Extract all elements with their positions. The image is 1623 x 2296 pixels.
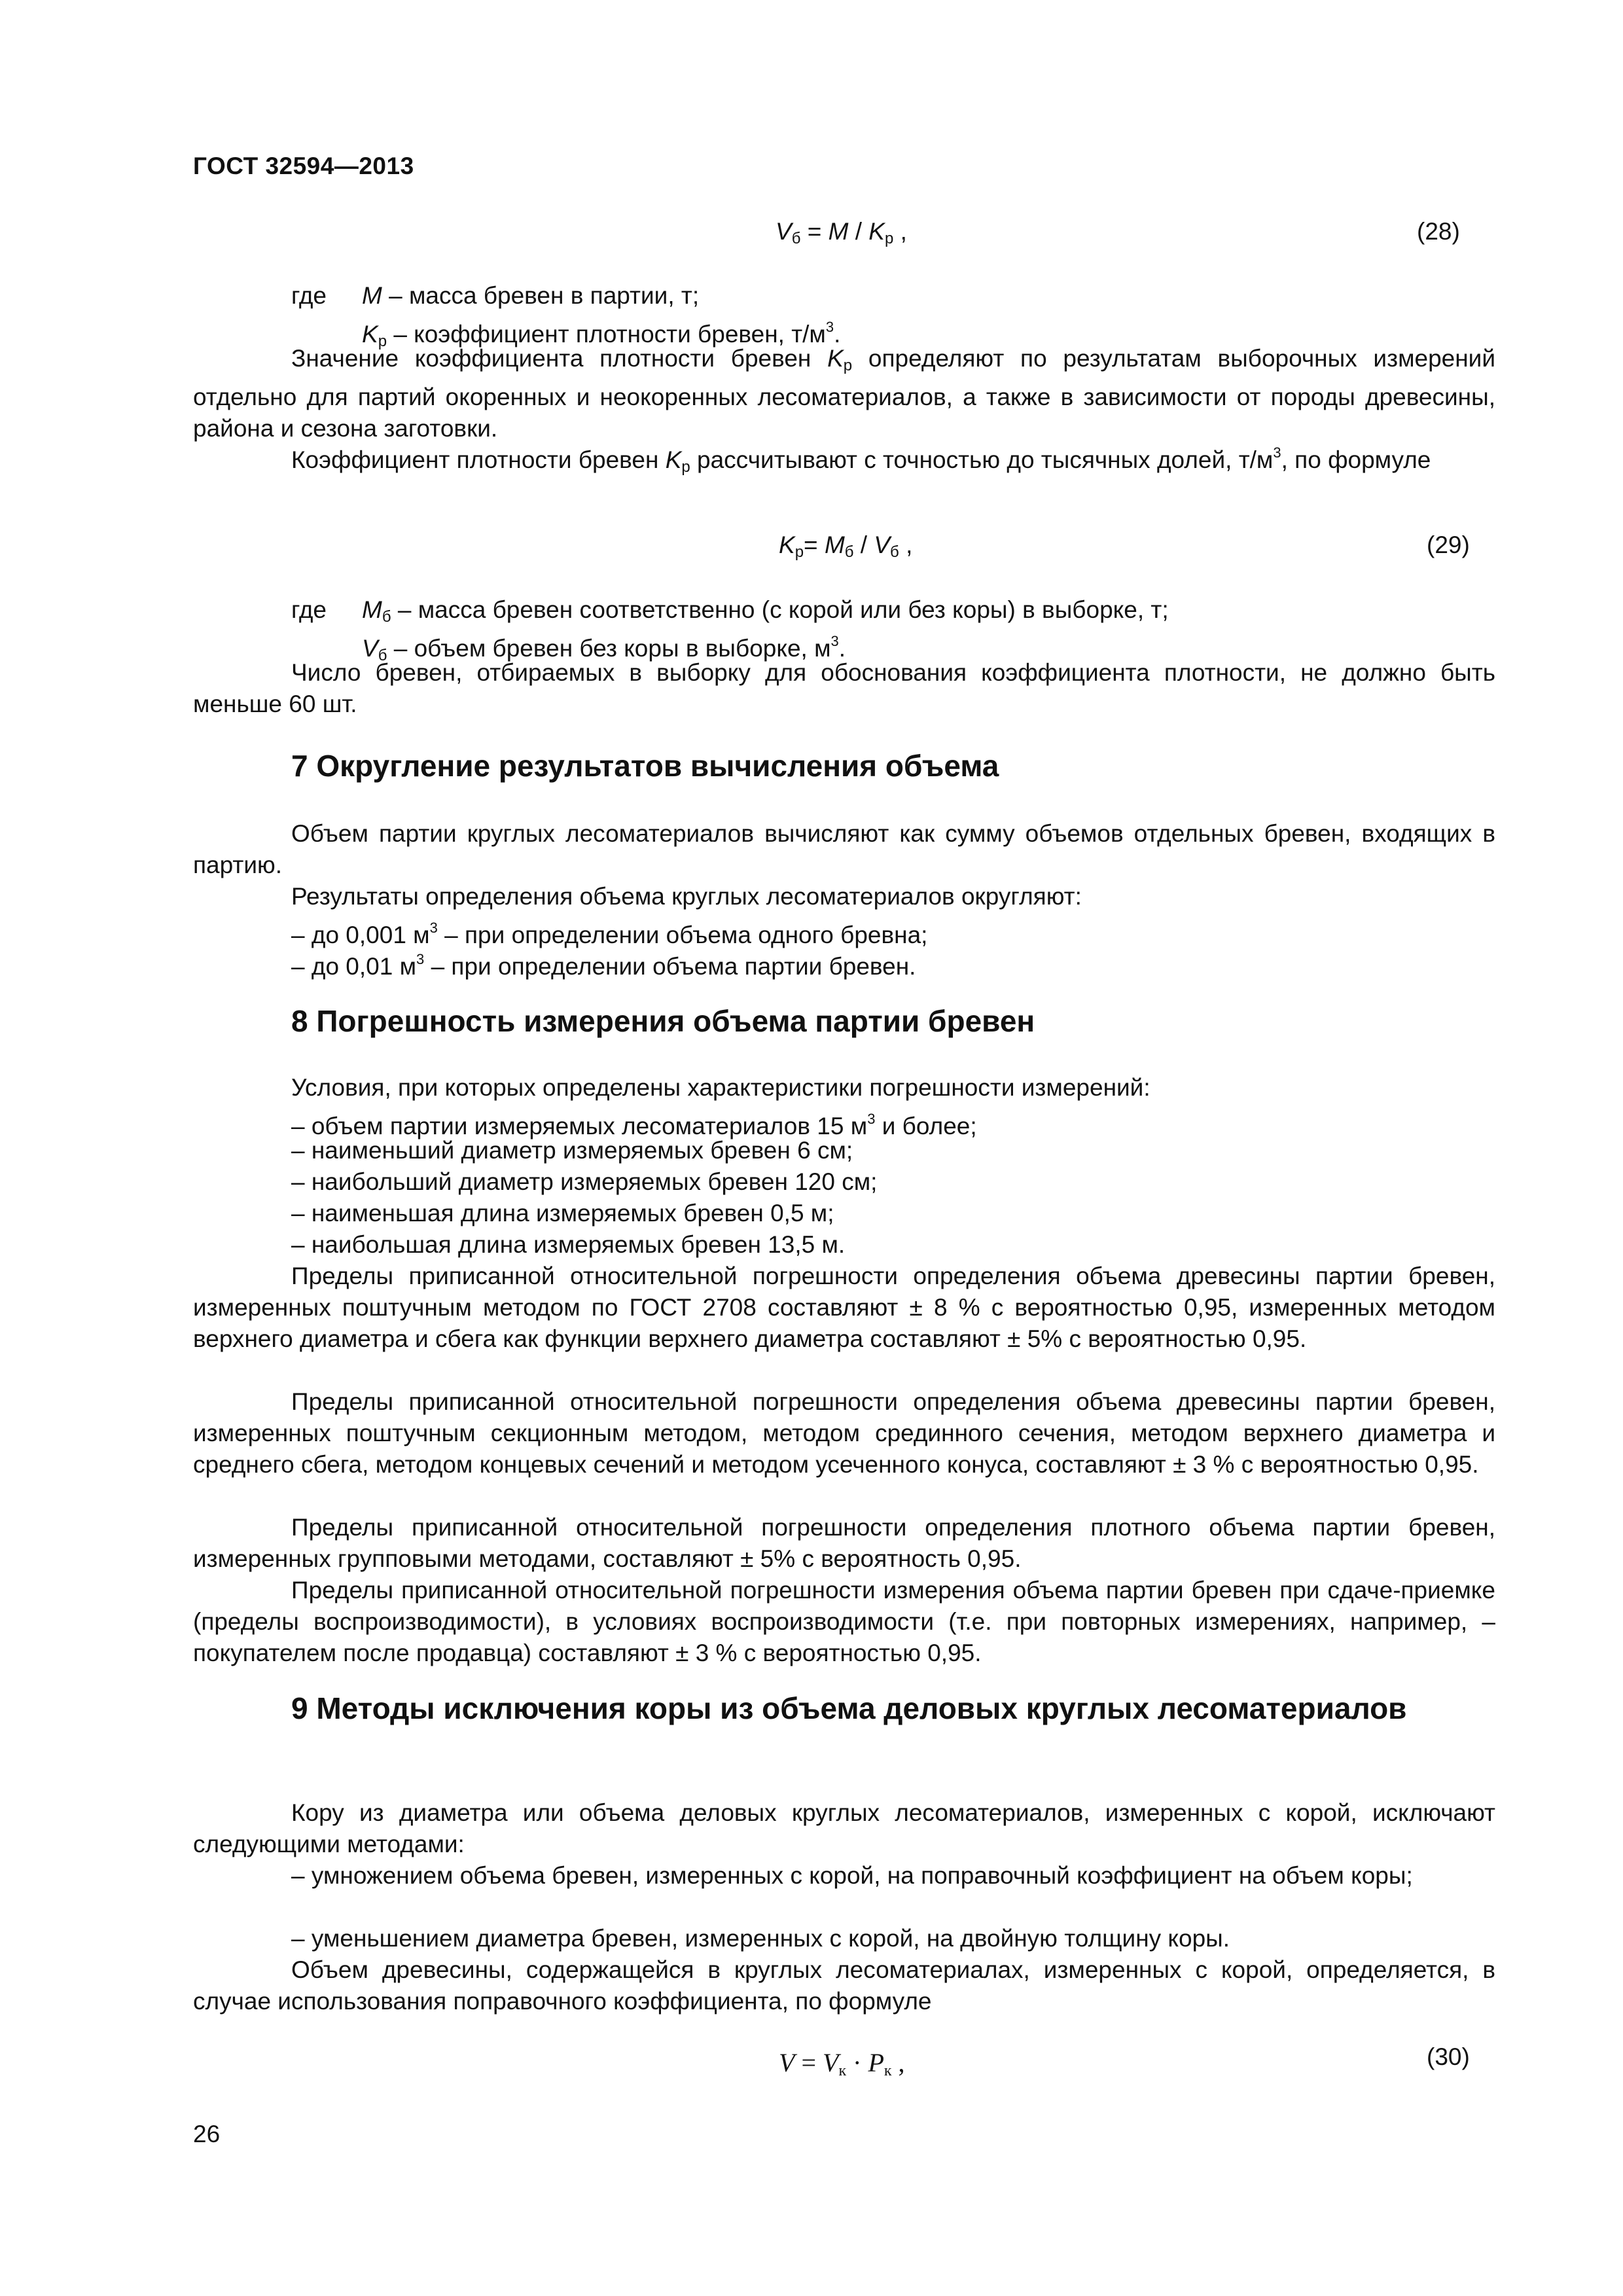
- section-8-title: 8 Погрешность измерения объема партии бревен: [291, 1004, 1035, 1038]
- paragraph-calculation: Коэффициент плотности бревен $K_р$ рассчитывают с точностью до тысячных долей, $т/м^3$, по формуле: [291, 444, 1431, 476]
- section-8-intro: Условия, при которых определены характеристики погрешности измерений:: [291, 1074, 1150, 1101]
- formula-30-number: (30): [1427, 2043, 1470, 2070]
- section-8-paragraph-4: Пределы приписанной относительной погрешности измерения объема партии бревен при сдаче-приемке (пределы воспроизводимости), в условиях воспроизводимости (т.е. при повторных измерениях, например, – покупателем после продавца) составляют ± 3 % с вероятностью 0,95.: [193, 1577, 1495, 1666]
- where-29-line1: $M_б$ – масса бревен соответственно (с корой или без коры) в выборке, т;: [362, 596, 1169, 626]
- where-29-line2: $V_б$ – объем бревен без коры в выборке, $м^3$.: [362, 633, 846, 664]
- where-28-label: где: [291, 282, 327, 309]
- section-8-item-3: – наибольший диаметр измеряемых бревен 120 см;: [291, 1168, 878, 1195]
- section-9-item-1: – умножением объема бревен, измеренных с корой, на поправочный коэффициент на объем коры;: [291, 1862, 1413, 1889]
- section-7-paragraph-1: Объем партии круглых лесоматериалов вычисляют как сумму объемов отдельных бревен, входящих в партию.: [193, 820, 1495, 878]
- formula-28: $V_б = M / K_р$ ,: [776, 218, 907, 247]
- section-7-item-2: – до 0,01 $м^3$ – при определении объема партии бревен.: [291, 951, 916, 980]
- paragraph-density: Значение коэффициента плотности бревен $K_р$ определяют по результатам выборочных измерений отдельно для партий окоренных и неокоренных лесоматериалов, а также в зависимости от породы древесины, района и сезона заготовки.: [193, 345, 1496, 442]
- document-code: ГОСТ 32594—2013: [193, 152, 414, 179]
- section-7-title: 7 Округление результатов вычисления объема: [291, 749, 999, 783]
- page-number: 26: [193, 2121, 221, 2147]
- formula-30: $V = V_к \cdot P_к$ ,: [779, 2048, 905, 2079]
- section-8-paragraph-2: Пределы приписанной относительной погрешности определения объема древесины партии бревен, измеренных поштучным секционным методом, методом срединного сечения, методом верхнего диаметра и среднего сбега, методом концевых сечений и методом усеченного конуса, составляют ± 3 % с вероятностью 0,95.: [193, 1388, 1495, 1478]
- section-8-paragraph-1: Пределы приписанной относительной погрешности определения объема древесины партии бревен, измеренных поштучным методом по ГОСТ 2708 составляют ± 8 % с вероятностью 0,95, измеренных методом верхнего диаметра и сбега как функции верхнего диаметра составляют ± 5% с вероятностью 0,95.: [193, 1263, 1495, 1352]
- section-8-item-5: – наибольшая длина измеряемых бревен 13,5 м.: [291, 1231, 846, 1258]
- formula-28-number: (28): [1417, 218, 1460, 245]
- paragraph-count: Число бревен, отбираемых в выборку для обоснования коэффициента плотности, не должно быть меньше 60 шт.: [193, 659, 1495, 717]
- section-9-title: 9 Методы исключения коры из объема деловых круглых лесоматериалов: [291, 1691, 1407, 1725]
- section-9-paragraph-2: Объем древесины, содержащейся в круглых лесоматериалах, измеренных с корой, определяется, в случае использования поправочного коэффициента, по формуле: [193, 1956, 1495, 2015]
- formula-29: $K_р= M_б / V_б$ ,: [779, 531, 913, 561]
- section-8-item-2: – наименьший диаметр измеряемых бревен 6 см;: [291, 1137, 853, 1164]
- section-8-item-4: – наименьшая длина измеряемых бревен 0,5 м;: [291, 1200, 834, 1227]
- section-9-item-2: – уменьшением диаметра бревен, измеренных с корой, на двойную толщину коры.: [291, 1925, 1230, 1952]
- section-8-item-1: – объем партии измеряемых лесоматериалов 15 $м^3$ и более;: [291, 1111, 977, 1139]
- section-8-paragraph-3: Пределы приписанной относительной погрешности определения плотного объема партии бревен, измеренных групповыми методами, составляют ± 5% с вероятность 0,95.: [193, 1514, 1495, 1572]
- section-9-paragraph-1: Кору из диаметра или объема деловых круглых лесоматериалов, измеренных с корой, исключают следующими методами:: [193, 1799, 1495, 1857]
- formula-29-number: (29): [1427, 531, 1470, 558]
- section-7-item-1: – до 0,001 $м^3$ – при определении объема одного бревна;: [291, 920, 928, 948]
- where-28-line1: M – масса бревен в партии, т;: [362, 282, 700, 309]
- where-29-label: где: [291, 596, 327, 623]
- section-7-paragraph-2: Результаты определения объема круглых лесоматериалов округляют:: [291, 883, 1082, 910]
- where-28-line2: $K_р$ – коэффициент плотности бревен, $т/м^3$.: [362, 319, 841, 350]
